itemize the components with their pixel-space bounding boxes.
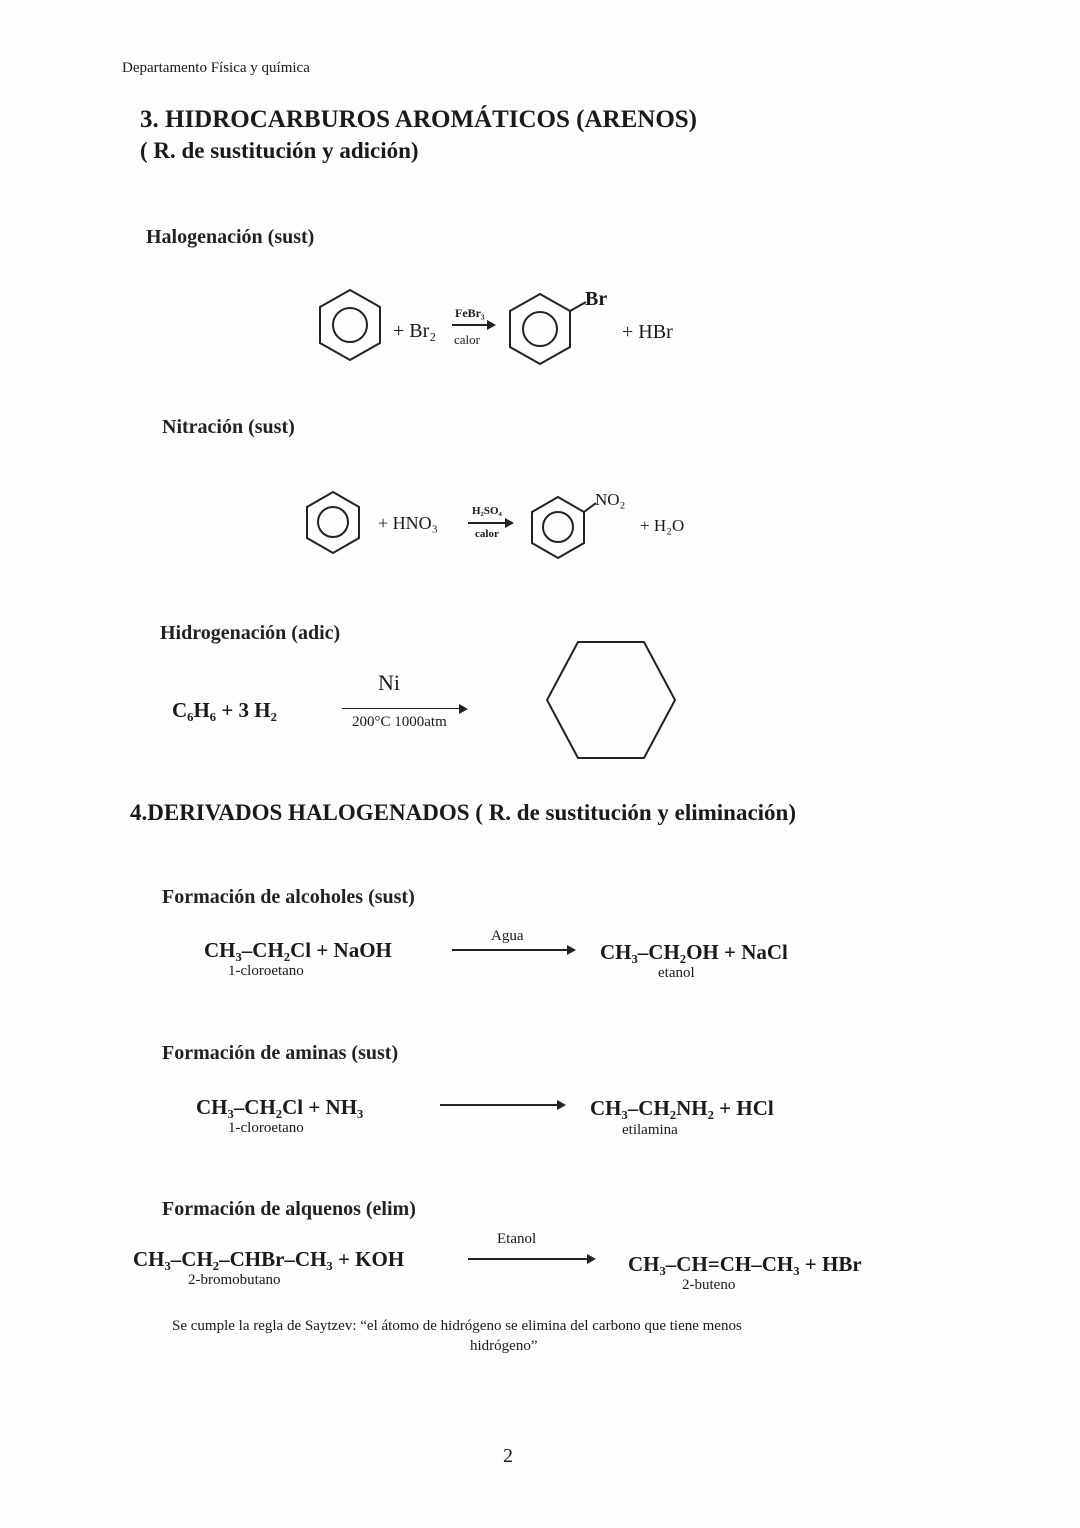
department-header: Departamento Física y química (122, 60, 310, 76)
reaction-arrow (452, 949, 574, 951)
product-name: etanol (658, 965, 695, 981)
hydrogenation-label: Hidrogenación (adic) (160, 622, 341, 644)
amines-reactants: CH₃–CH₂Cl + NH₃ (196, 1095, 364, 1119)
reaction-arrow (440, 1104, 564, 1106)
reaction-arrow (468, 522, 512, 524)
nitration-label: Nitración (sust) (162, 416, 295, 438)
alcohols-label: Formación de alcoholes (sust) (162, 886, 415, 908)
section-3-title: 3. HIDROCARBUROS AROMÁTICOS (ARENOS) (140, 106, 697, 133)
reaction-arrow (468, 1258, 594, 1260)
nitrobenzene-ring-icon (530, 495, 586, 561)
product-name: etilamina (622, 1122, 678, 1138)
alkenes-products: CH₃–CH=CH–CH₃ + HBr (628, 1252, 862, 1276)
reaction-arrow (452, 324, 494, 326)
substituent-no2: NO₂ (595, 490, 626, 509)
reagent-hno3: + HNO₃ (378, 513, 438, 533)
amines-products: CH₃–CH₂NH₂ + HCl (590, 1096, 774, 1120)
alkenes-label: Formación de alquenos (elim) (162, 1198, 416, 1220)
reagent-br2: + Br₂ (393, 320, 437, 342)
amines-label: Formación de aminas (sust) (162, 1042, 399, 1064)
byproduct-h2o: + H₂O (640, 516, 685, 535)
saytzev-note-cont: hidrógeno” (470, 1338, 538, 1354)
halogenation-label: Halogenación (sust) (146, 226, 315, 248)
section-3-subtitle: ( R. de sustitución y adición) (140, 138, 419, 163)
reactant-name: 1-cloroetano (228, 1120, 304, 1136)
cyclohexane-ring-icon (545, 640, 677, 762)
substituent-br: Br (585, 288, 608, 310)
condition-etanol: Etanol (497, 1231, 537, 1247)
benzene-ring-icon (318, 288, 382, 364)
hydrogenation-reactants: C₆H₆ + 3 H₂ (172, 698, 277, 722)
reactant-name: 2-bromobutano (188, 1272, 281, 1288)
condition-temp-pressure: 200°C 1000atm (352, 714, 447, 730)
benzene-ring-icon (305, 490, 361, 556)
condition-calor: calor (475, 528, 499, 540)
condition-calor: calor (454, 332, 480, 347)
reaction-arrow (342, 708, 466, 709)
product-name: 2-buteno (682, 1277, 736, 1293)
section-4-title: 4.DERIVADOS HALOGENADOS ( R. de sustitución y eliminación) (130, 800, 797, 825)
reactant-name: 1-cloroetano (228, 963, 304, 979)
catalyst-h2so4: H₂SO₄ (472, 505, 502, 517)
bromobenzene-ring-icon (508, 292, 572, 368)
catalyst-febr3: FeBr₃ (455, 306, 485, 320)
alcohols-reactants: CH₃–CH₂Cl + NaOH (204, 938, 392, 962)
alcohols-products: CH₃–CH₂OH + NaCl (600, 940, 788, 964)
catalyst-ni: Ni (378, 670, 400, 695)
byproduct-hbr: + HBr (622, 321, 673, 343)
saytzev-note: Se cumple la regla de Saytzev: “el átomo de hidrógeno se elimina del carbono que tiene menos (172, 1318, 742, 1334)
page-number: 2 (503, 1445, 513, 1467)
alkenes-reactants: CH₃–CH₂–CHBr–CH₃ + KOH (133, 1247, 405, 1271)
condition-agua: Agua (491, 928, 524, 944)
